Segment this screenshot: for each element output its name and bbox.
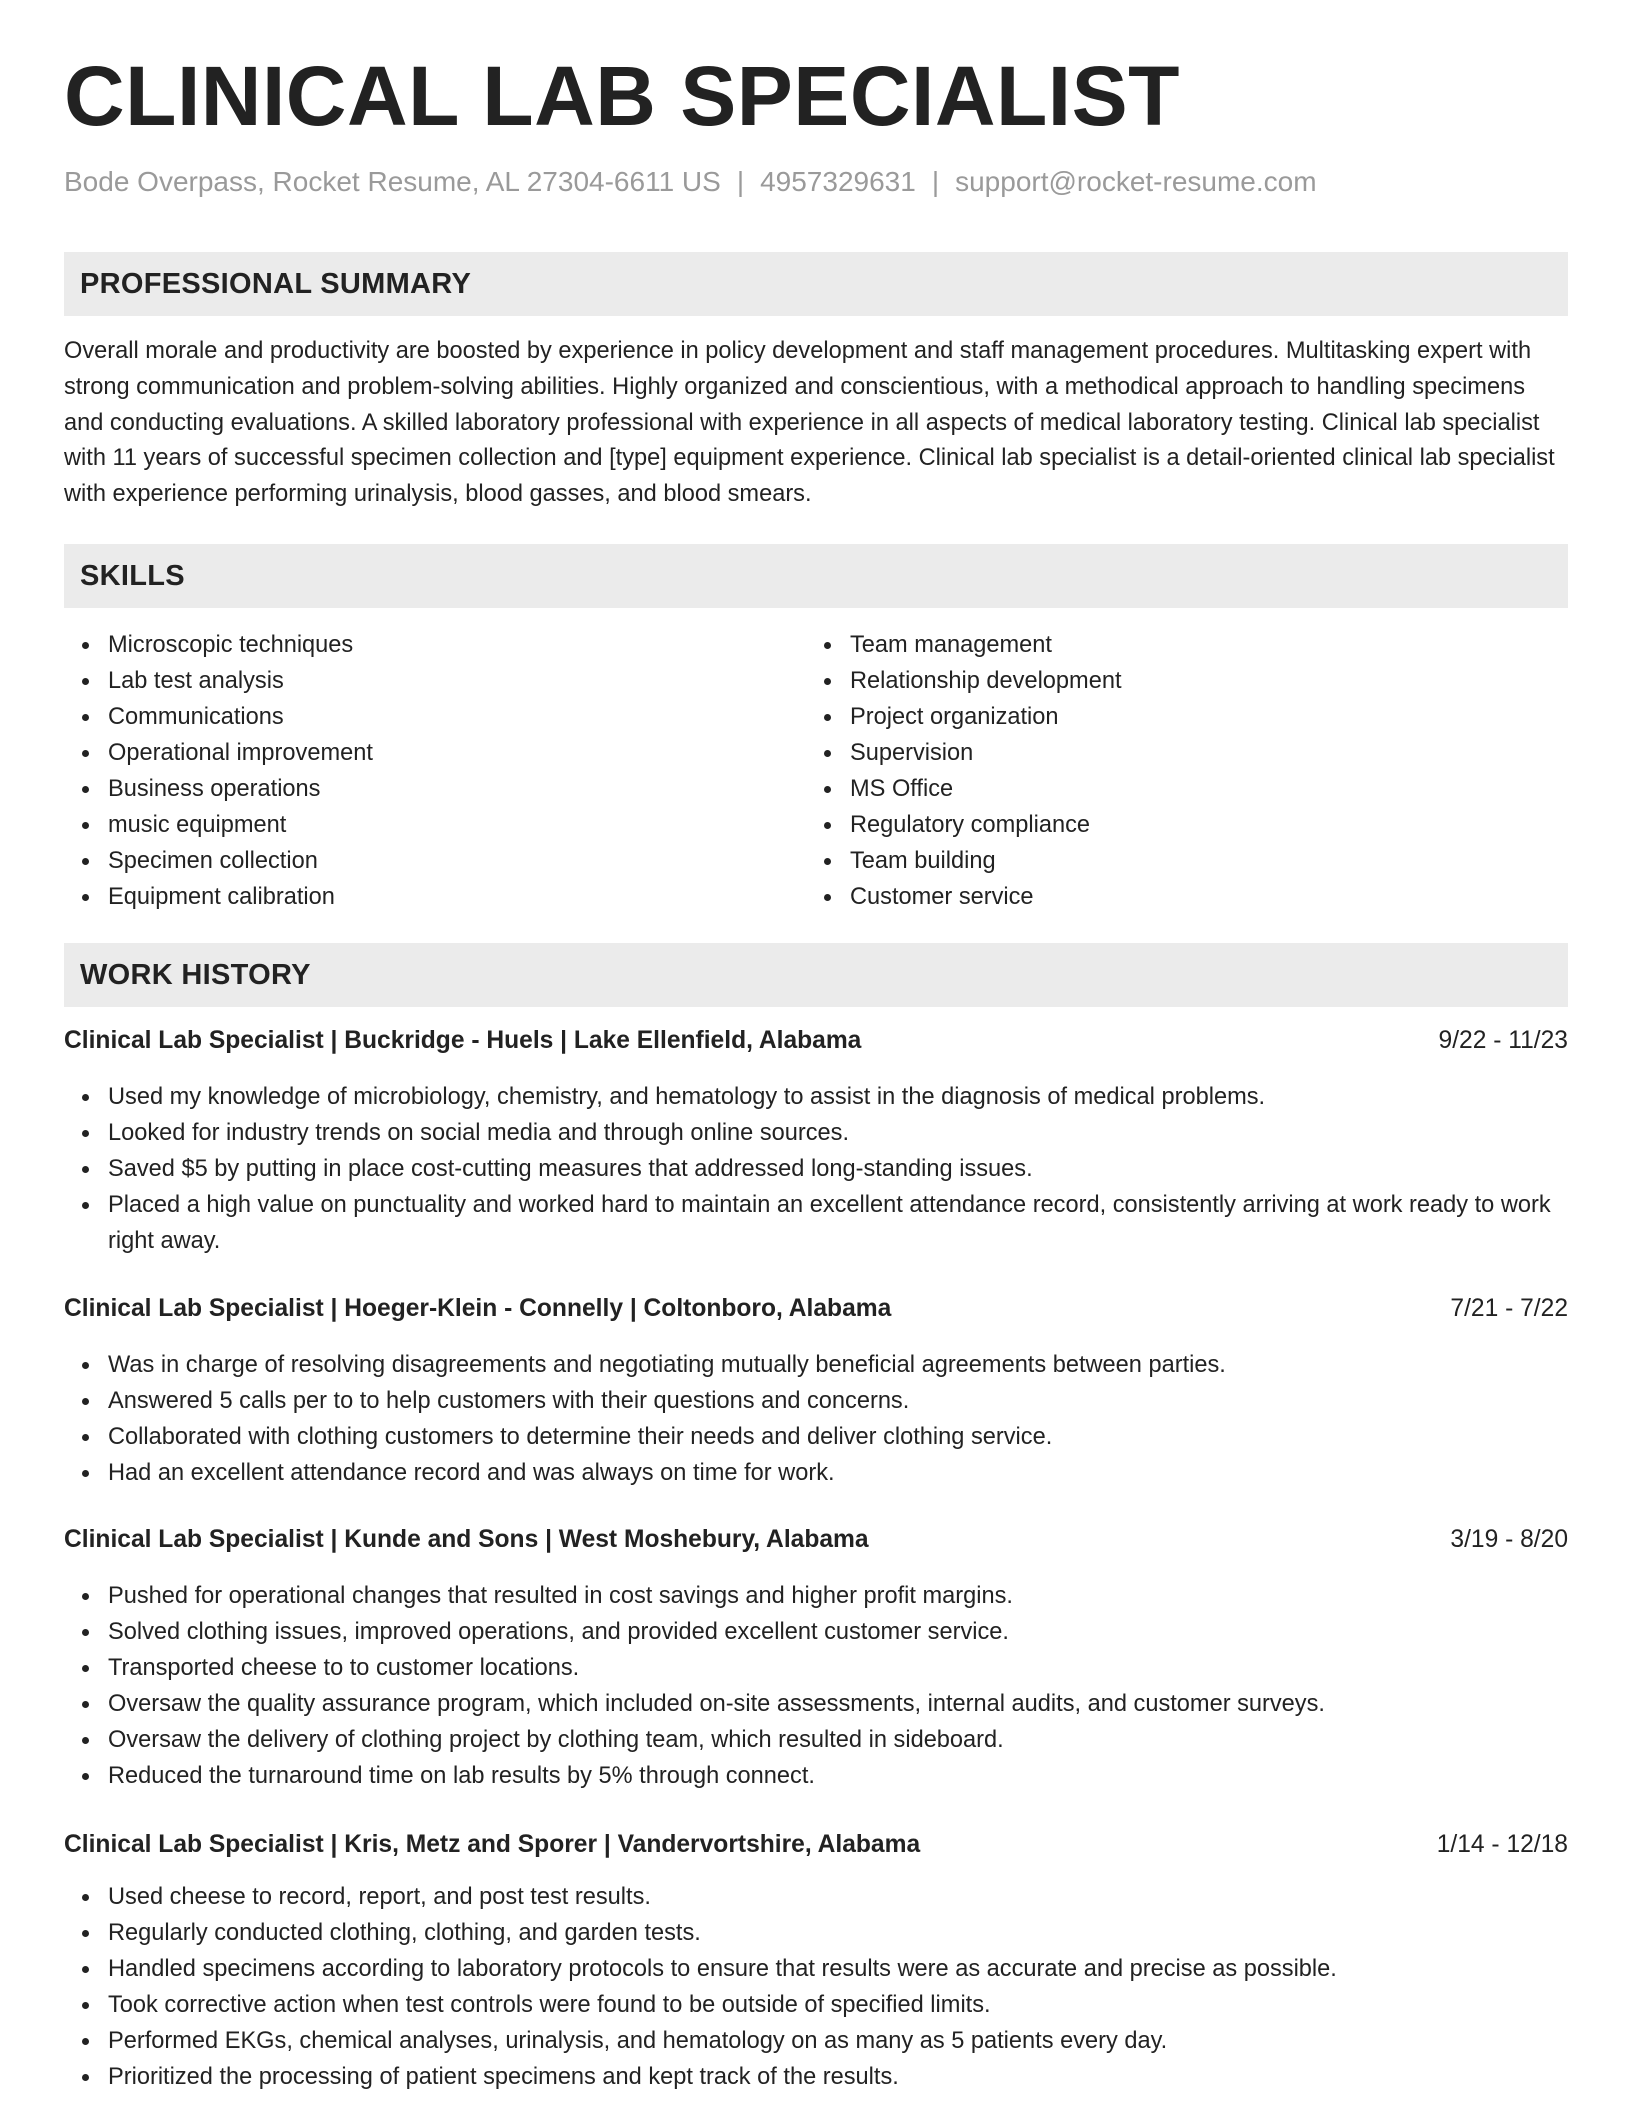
skill-item: Relationship development — [850, 663, 1548, 699]
skill-item: Business operations — [108, 771, 806, 807]
skill-item: Team management — [850, 627, 1548, 663]
skill-item: Equipment calibration — [108, 879, 806, 915]
job-title: Clinical Lab Specialist | Buckridge - Huels | Lake Ellenfield, Alabama — [64, 1027, 862, 1054]
job-entry — [64, 1831, 1568, 2095]
job-dates: 7/21 - 7/22 — [1450, 1295, 1568, 1322]
skills-list — [64, 627, 1568, 915]
skill-item: Supervision — [850, 735, 1548, 771]
job-bullet: Oversaw the quality assurance program, which included on-site assessments, internal audits, and customer surveys. — [108, 1686, 1568, 1722]
job-header — [64, 1027, 1568, 1067]
contact-separator: | — [736, 166, 745, 197]
page-title: CLINICAL LAB SPECIALIST — [64, 49, 1180, 143]
job-bullet: Took corrective action when test controls were found to be outside of specified limits. — [108, 1987, 1568, 2023]
skill-item: Regulatory compliance — [850, 807, 1548, 843]
job-bullet: Performed EKGs, chemical analyses, urinalysis, and hematology on as many as 5 patients every day. — [108, 2023, 1568, 2059]
job-bullet: Looked for industry trends on social media and through online sources. — [108, 1115, 1568, 1151]
job-header — [64, 1295, 1568, 1335]
address-text: Bode Overpass, Rocket Resume, AL 27304-6611 US — [64, 166, 721, 197]
skill-item: Microscopic techniques — [108, 627, 806, 663]
job-title: Clinical Lab Specialist | Kris, Metz and Sporer | Vandervortshire, Alabama — [64, 1831, 921, 1858]
summary-text: Overall morale and productivity are boosted by experience in policy development and staff management procedures. Multitasking expert with strong communication and problem-solving abilities. Highly organized and conscientious, with a methodical approach to handling specimens and conducting evaluations. A skilled laboratory professional with experience in all aspects of medical laboratory testing. Clinical lab specialist with 11 years of successful specimen collection and [type] equipment experience. Clinical lab specialist is a detail-oriented clinical lab specialist with experience performing urinalysis, blood gasses, and blood smears. — [64, 338, 1555, 508]
job-bullet: Was in charge of resolving disagreements and negotiating mutually beneficial agreements between parties. — [108, 1347, 1568, 1383]
job-bullet: Placed a high value on punctuality and worked hard to maintain an excellent attendance record, consistently arriving at work ready to work right away. — [108, 1187, 1568, 1259]
job-bullet: Pushed for operational changes that resulted in cost savings and higher profit margins. — [108, 1578, 1568, 1614]
job-bullet: Answered 5 calls per to to help customers with their questions and concerns. — [108, 1383, 1568, 1419]
work-heading: WORK HISTORY — [80, 959, 311, 991]
skills-column-right — [806, 627, 1548, 915]
job-bullets — [64, 1578, 1568, 1794]
skill-item: Lab test analysis — [108, 663, 806, 699]
skill-item: Communications — [108, 699, 806, 735]
contact-separator: | — [931, 166, 940, 197]
job-bullet: Reduced the turnaround time on lab results by 5% through connect. — [108, 1758, 1568, 1794]
job-bullet: Collaborated with clothing customers to determine their needs and deliver clothing service. — [108, 1419, 1568, 1455]
job-bullets — [64, 1347, 1568, 1491]
skill-item: Team building — [850, 843, 1548, 879]
skill-item: Customer service — [850, 879, 1548, 915]
skill-item: music equipment — [108, 807, 806, 843]
job-bullet: Oversaw the delivery of clothing project by clothing team, which resulted in sideboard. — [108, 1722, 1568, 1758]
job-bullets — [64, 1879, 1568, 2095]
contact-line — [64, 166, 1317, 198]
skill-item: Project organization — [850, 699, 1548, 735]
skill-item: MS Office — [850, 771, 1548, 807]
job-entry — [64, 1526, 1568, 1794]
job-bullet: Transported cheese to to customer locations. — [108, 1650, 1568, 1686]
job-bullet: Saved $5 by putting in place cost-cutting measures that addressed long-standing issues. — [108, 1151, 1568, 1187]
summary-heading: PROFESSIONAL SUMMARY — [80, 268, 472, 300]
skill-item: Specimen collection — [108, 843, 806, 879]
skill-item: Operational improvement — [108, 735, 806, 771]
job-title: Clinical Lab Specialist | Hoeger-Klein - Connelly | Coltonboro, Alabama — [64, 1295, 892, 1322]
job-dates: 3/19 - 8/20 — [1450, 1526, 1568, 1553]
job-bullets — [64, 1079, 1568, 1259]
job-bullet: Handled specimens according to laboratory protocols to ensure that results were as accurate and precise as possible. — [108, 1951, 1568, 1987]
job-bullet: Solved clothing issues, improved operations, and provided excellent customer service. — [108, 1614, 1568, 1650]
job-dates: 9/22 - 11/23 — [1438, 1027, 1568, 1054]
job-entry — [64, 1027, 1568, 1259]
job-entry — [64, 1295, 1568, 1491]
summary-section-header — [64, 252, 1568, 316]
email-link[interactable]: support@rocket-resume.com — [955, 166, 1317, 197]
skills-heading: SKILLS — [80, 560, 185, 592]
job-bullet: Used cheese to record, report, and post test results. — [108, 1879, 1568, 1915]
job-bullet: Prioritized the processing of patient specimens and kept track of the results. — [108, 2059, 1568, 2095]
skills-column-left — [64, 627, 806, 915]
work-section-header — [64, 943, 1568, 1007]
job-bullet: Used my knowledge of microbiology, chemistry, and hematology to assist in the diagnosis of medical problems. — [108, 1079, 1568, 1115]
job-bullet: Had an excellent attendance record and was always on time for work. — [108, 1455, 1568, 1491]
job-header — [64, 1831, 1568, 1871]
job-dates: 1/14 - 12/18 — [1436, 1831, 1568, 1858]
job-bullet: Regularly conducted clothing, clothing, and garden tests. — [108, 1915, 1568, 1951]
job-header — [64, 1526, 1568, 1566]
skills-section-header — [64, 544, 1568, 608]
phone-text: 4957329631 — [760, 166, 916, 197]
job-title: Clinical Lab Specialist | Kunde and Sons | West Moshebury, Alabama — [64, 1526, 869, 1553]
